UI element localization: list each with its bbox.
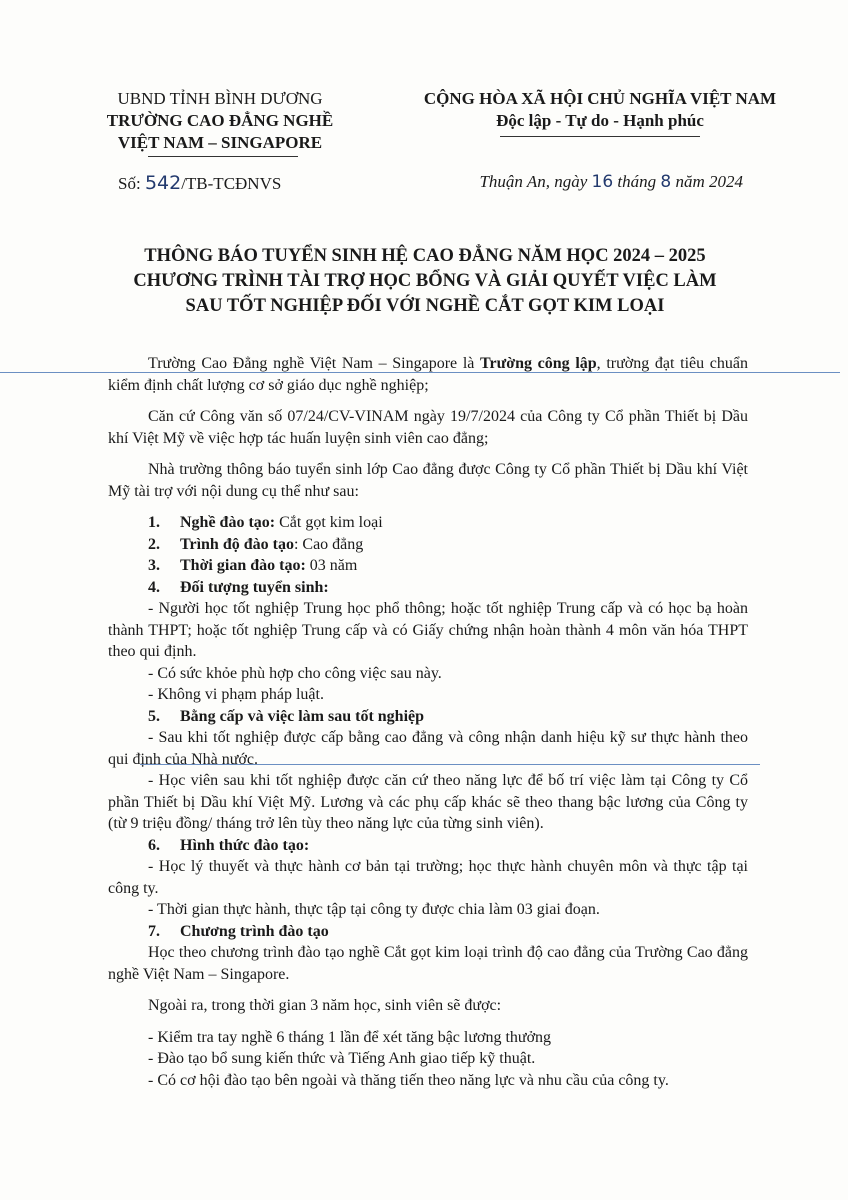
closing-bullet-3: - Có cơ hội đào tạo bên ngoài và thăng tiến theo năng lực và nhu cầu của công ty. [148, 1071, 669, 1089]
section5-bullet-2: - Học viên sau khi tốt nghiệp được căn cứ theo năng lực để bố trí việc làm tại Công ty Cổ phần Thiết bị Dầu khí Việt Mỹ. Lương và các phụ cấp khác sẽ theo thang bậc lương của Công ty (từ 9 triệu đồng/ tháng trở lên tùy theo năng lực của từng sinh viên). [108, 772, 748, 832]
date-line [479, 172, 743, 192]
authority-line2: TRƯỜNG CAO ĐẲNG NGHỀ [106, 111, 334, 130]
motto-line2: Độc lập - Tự do - Hạnh phúc [496, 111, 704, 130]
intro-paragraph-3: Nhà trường thông báo tuyển sinh lớp Cao đẳng được Công ty Cổ phần Thiết bị Dầu khí Việt Mỹ tài trợ với nội dung cụ thể như sau: [108, 461, 748, 500]
section4-bullet-1: - Người học tốt nghiệp Trung học phổ thông; hoặc tốt nghiệp Trung cấp và có học bạ hoàn thành THPT; hoặc tốt nghiệp Trung cấp và có Giấy chứng nhận hoàn thành 4 môn văn hóa THPT theo qui định. [108, 600, 748, 660]
title-line1: THÔNG BÁO TUYỂN SINH HỆ CAO ĐẲNG NĂM HỌC 2024 – 2025 [144, 246, 706, 266]
authority-line3: VIỆT NAM – SINGAPORE [117, 133, 323, 152]
title-line2: CHƯƠNG TRÌNH TÀI TRỢ HỌC BỔNG VÀ GIẢI QUYẾT VIỆC LÀM [133, 271, 717, 291]
item-training-duration: 3. Thời gian đào tạo: 03 năm [148, 557, 358, 574]
section4-bullet-2: - Có sức khỏe phù hợp cho công việc sau này. [148, 664, 442, 682]
item-training-level: 2. Trình độ đào tạo: Cao đẳng [148, 535, 364, 553]
date-place: Thuận An, ngày [479, 172, 592, 191]
item-degree-employment: 5. Bằng cấp và việc làm sau tốt nghiệp [148, 707, 425, 725]
closing-bullet-2: - Đào tạo bổ sung kiến thức và Tiếng Anh giao tiếp kỹ thuật. [148, 1050, 536, 1067]
section6-bullet-2: - Thời gian thực hành, thực tập tại công ty được chia làm 03 giai đoạn. [148, 901, 600, 918]
section5-bullet-1: - Sau khi tốt nghiệp được cấp bằng cao đẳng và công nhận danh hiệu kỹ sư thực hành theo qui định của Nhà nước. [108, 729, 748, 768]
section7-text: Học theo chương trình đào tạo nghề Cắt gọt kim loại trình độ cao đẳng của Trường Cao đẳng nghề Việt Nam – Singapore. [108, 944, 748, 983]
closing-intro: Ngoài ra, trong thời gian 3 năm học, sinh viên sẽ được: [148, 997, 502, 1014]
date-day-handwritten: 16 [591, 172, 614, 192]
document-number [118, 172, 281, 194]
item-training-format: 6. Hình thức đào tạo: [148, 836, 310, 854]
item-training-program: 7. Chương trình đào tạo [148, 922, 329, 940]
public-school-emphasis: Trường công lập [480, 355, 597, 372]
section6-bullet-1: - Học lý thuyết và thực hành cơ bản tại trường; học thực hành chuyên môn và thực tập tại công ty. [108, 858, 748, 897]
item-training-field: 1. Nghề đào tạo: Cắt gọt kim loại [148, 514, 383, 531]
closing-bullet-1: - Kiểm tra tay nghề 6 tháng 1 lần để xét tăng bậc lương thưởng [148, 1028, 552, 1046]
document-body [108, 353, 748, 1091]
national-motto [390, 88, 810, 132]
motto-underline [500, 136, 700, 137]
authority-line1: UBND TỈNH BÌNH DƯƠNG [117, 89, 323, 108]
date-month-handwritten: 8 [660, 172, 672, 192]
issuing-authority [80, 88, 360, 154]
doc-suffix: /TB-TCĐNVS [181, 174, 282, 193]
doc-prefix: Số: [118, 174, 145, 193]
motto-line1: CỘNG HÒA XÃ HỘI CHỦ NGHĨA VIỆT NAM [423, 89, 777, 108]
item-enrollment-target: 4. Đối tượng tuyển sinh: [148, 578, 329, 596]
date-month-label: tháng [613, 172, 661, 191]
intro-paragraph-1: Trường Cao Đẳng nghề Việt Nam – Singapore là Trường công lập, trường đạt tiêu chuẩn kiểm định chất lượng cơ sở giáo dục nghề nghiệp; [108, 355, 748, 394]
authority-underline [148, 156, 298, 157]
section4-bullet-3: - Không vi phạm pháp luật. [148, 686, 324, 703]
date-year: năm 2024 [671, 172, 743, 191]
document-title [60, 244, 790, 319]
title-line3: SAU TỐT NGHIỆP ĐỐI VỚI NGHỀ CẮT GỌT KIM LOẠI [185, 296, 665, 316]
intro-paragraph-2: Căn cứ Công văn số 07/24/CV-VINAM ngày 19/7/2024 của Công ty Cổ phần Thiết bị Dầu khí Việt Mỹ về việc hợp tác huấn luyện sinh viên cao đẳng; [108, 408, 748, 447]
doc-number-handwritten: 542 [144, 172, 182, 194]
